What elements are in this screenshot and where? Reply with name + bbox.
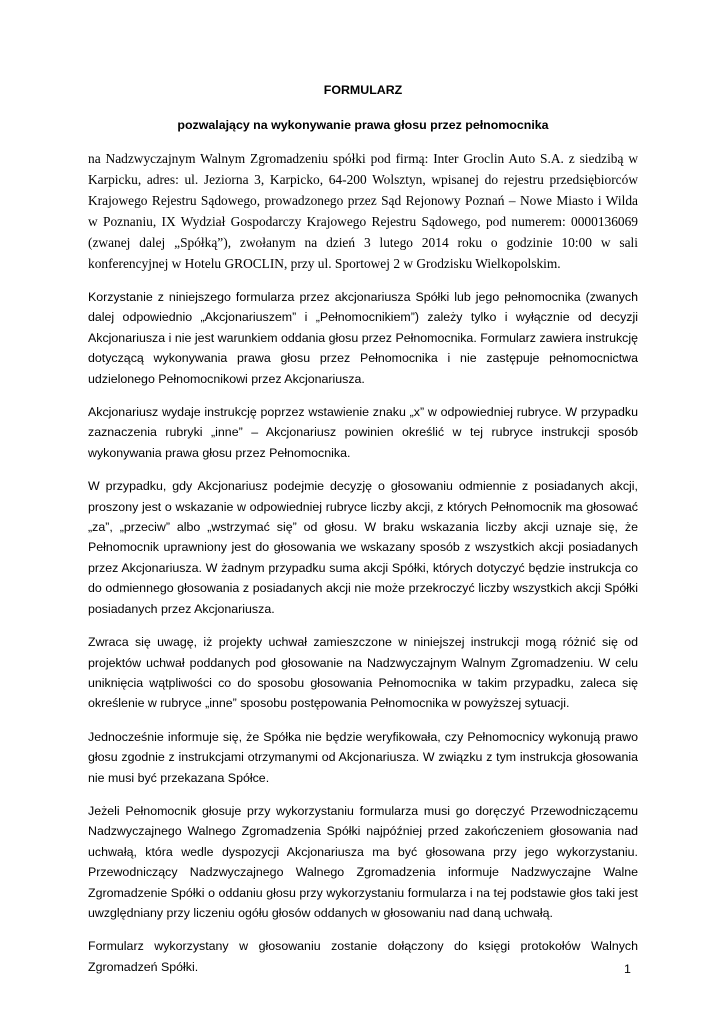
document-page bbox=[88, 80, 638, 990]
paragraph-split-voting: W przypadku, gdy Akcjonariusz podejmie decyzję o głosowaniu odmiennie z posiadanych akcji, proszony jest o wskazanie w odpowiedniej rubryce liczby akcji, z których Pełnomocnik ma głosować „za”, „przeciw” albo „wstrzymać się” od głosu. W braku wskazania liczby akcji uznaje się, że Pełnomocnik uprawniony jest do głosowania we wskazany sposób z wszystkich akcji posiadanych przez Akcjonariusza. W żadnym przypadku suma akcji Spółki, których dotyczyć będzie instrukcja co do odmiennego głosowania z posiadanych akcji nie może przekroczyć liczby wszystkich akcji Spółki posiadanych przez Akcjonariusza. bbox=[88, 479, 638, 616]
paragraph-instruction-marking: Akcjonariusz wydaje instrukcję poprzez wstawienie znaku „x” w odpowiedniej rubryce. W przypadku zaznaczenia rubryki „inne” – Akcjonariusz powinien określić w tej rubryce instrukcji sposób wykonywania prawa głosu przez Pełnomocnika. bbox=[88, 405, 638, 460]
document-subtitle: pozwalający na wykonywanie prawa głosu przez pełnomocnika bbox=[177, 118, 549, 132]
paragraph-delivery: Jeżeli Pełnomocnik głosuje przy wykorzystaniu formularza musi go doręczyć Przewodniczącemu Nadzwyczajnego Walnego Zgromadzenia Spółki najpóźniej przed zakończeniem głosowania nad uchwałą, która wedle dyspozycji Akcjonariusza ma być głosowana przy jego wykorzystaniu. Przewodniczący Nadzwyczajnego Walnego Zgromadzenia informuje Nadzwyczajne Walne Zgromadzenie Spółki o oddaniu głosu przy wykorzystaniu formularza i na tej podstawie głos taki jest uwzględniany przy liczeniu ogółu głosów oddanych w głosowaniu nad daną uchwałą. bbox=[88, 803, 638, 920]
page-number: 1 bbox=[624, 962, 631, 976]
paragraph-form-usage: Korzystanie z niniejszego formularza przez akcjonariusza Spółki lub jego pełnomocnika (zwanych dalej odpowiednio „Akcjonariuszem” i „Pełnomocnikiem”) zależy tylko i wyłącznie od decyzji Akcjonariusza i nie jest warunkiem oddania głosu przez Pełnomocnika. Formularz zawiera instrukcję dotyczącą wykonywania prawa głosu przez Pełnomocnika i nie zastępuje pełnomocnictwa udzielonego Pełnomocnikowi przez Akcjonariusza. bbox=[88, 290, 638, 386]
paragraph-meeting-details: na Nadzwyczajnym Walnym Zgromadzeniu spółki pod firmą: Inter Groclin Auto S.A. z siedzibą w Karpicku, adres: ul. Jeziorna 3, Karpicko, 64-200 Wolsztyn, wpisanej do rejestru przedsiębiorców Krajowego Rejestru Sądowego, prowadzonego przez Sąd Rejonowy Poznań – Nowe Miasto i Wilda w Poznaniu, IX Wydział Gospodarczy Krajowego Rejestru Sądowego, pod numerem: 0000136069 (zwanej dalej „Spółką”), zwołanym na dzień 3 lutego 2014 roku o godzinie 10:00 w sali konferencyjnej w Hotelu GROCLIN, przy ul. Sportowej 2 w Grodzisku Wielkopolskim. bbox=[88, 151, 638, 271]
document-title: FORMULARZ bbox=[323, 83, 403, 97]
paragraph-draft-resolutions: Zwraca się uwagę, iż projekty uchwał zamieszczone w niniejszej instrukcji mogą różnić się od projektów uchwał poddanych pod głosowanie na Nadzwyczajnym Walnym Zgromadzeniu. W celu uniknięcia wątpliwości co do sposobu głosowania Pełnomocnika w takim przypadku, zaleca się określenie w rubryce „inne” sposobu postępowania Pełnomocnika w powyższej sytuacji. bbox=[88, 635, 638, 711]
paragraph-verification: Jednocześnie informuje się, że Spółka nie będzie weryfikowała, czy Pełnomocnicy wykonują prawo głosu zgodnie z instrukcjami otrzymanymi od Akcjonariusza. W związku z tym instrukcja głosowania nie musi być przekazana Spółce. bbox=[88, 729, 638, 785]
paragraph-attachment: Formularz wykorzystany w głosowaniu zostanie dołączony do księgi protokołów Walnych Zgromadzeń Spółki. bbox=[88, 939, 638, 974]
